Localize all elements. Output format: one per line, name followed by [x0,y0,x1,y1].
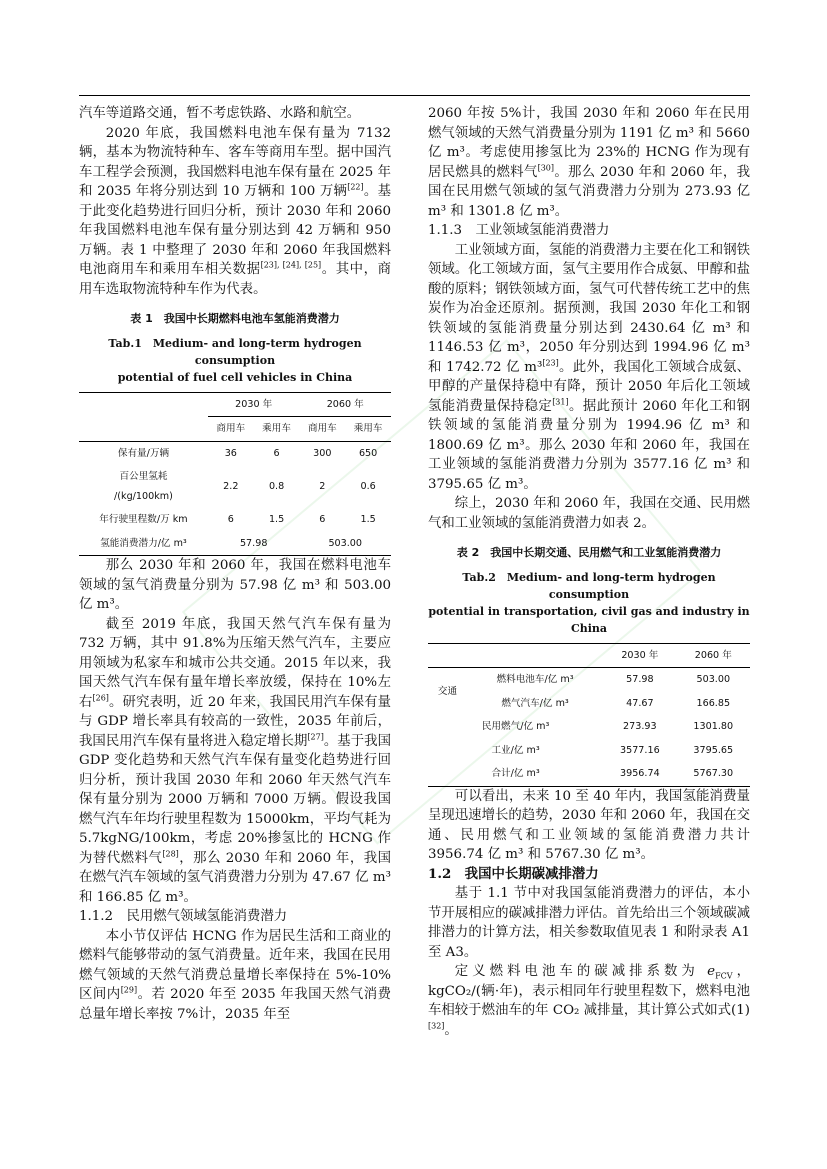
paragraph: 可以看出，未来 10 至 40 年内，我国氢能消费量呈现迅速增长的趋势，2030 年和 2060 年，我国在交通、民用燃气和工业领域的氢能消费潜力共计 3956.74 亿 m³ 和 5767.30 亿 m³。 [428,788,750,862]
table-row: 燃气汽车/亿 m³ 47.67 166.85 [501,697,731,709]
paragraph: 综上，2030 年和 2060 年，我国在交通、民用燃气和工业领域的氢能消费潜力如表 2。 [428,496,750,531]
table-header-row: 2030 年 2060 年 [428,643,750,668]
paragraph: 截至 2019 年底，我国天然气汽车保有量为 732 万辆，其中 91.8%为压缩天然气汽车，主要应用领域为私家车和城市公共交通。2015 年以来，我国天然气汽车保有量年增长率放缓，保持在 10%左右[26]。研究表明，近 20 年来，我国民用汽车保有量与 GDP 增长率具有较高的一致性，2035 年前后，我国民用汽车保有量将进入稳定增长期[27]。基于我国 GDP 变化趋势和天然气汽车保有量变化趋势进行回归分析，预计我国 2030 年和 2060 年天然气汽车保有量分别为 2000 万辆和 7000 万辆。假设我国燃气汽车年均行驶里程数为 15000km，平均气耗为 5.7kgNG/100km，考虑 20%掺氢比的 HCNG 作为替代燃料气[28]，那么 2030 年和 2060 年，我国在燃气汽车领域的氢气消费潜力分别为 47.67 亿 m³ 和 166.85 亿 m³。 [79,616,392,905]
citation[interactable]: [27] [307,732,324,742]
paragraph: 本小节仅评估 HCNG 作为居民生活和工商业的燃料气能够带动的氢气消费量。近年来，我国在民用燃气领域的天然气消费总量增长率保持在 5%-10%区间内[29]。若 2020 年至 2035 年我国天然气消费总量年增长率按 7%计，2035 年至 [79,928,392,1022]
citation[interactable]: [26] [92,693,109,703]
table-2 [428,643,750,787]
table-caption-cn: 表 2 我国中长期交通、民用燃气和工业氢能消费潜力 [456,546,722,559]
citation[interactable]: [23], [24], [25] [260,260,322,270]
citation[interactable]: [30] [537,163,555,173]
paragraph: 汽车等道路交通，暂不考虑铁路、水路和航空。 [79,106,361,121]
citation[interactable]: [28] [162,849,179,859]
section-heading: 1.2 我国中长期碳减排潜力 [428,865,599,882]
table-caption-en: Tab.2 Medium- and long-term hydrogen consumption potential in transportation, civil gas and industry in China [428,570,750,635]
table-row: 百公里氢耗 /(kg/100km) 2.2 0.8 2 0.6 [114,471,376,502]
header-rule [79,95,750,96]
table-caption-cn: 表 1 我国中长期燃料电池车氢能消费潜力 [130,312,340,325]
section-heading: 1.1.2 民用燃气领域氢能消费潜力 [79,909,288,924]
table-row: 年行驶里程数/万 km 6 1.5 6 1.5 [99,514,376,525]
citation[interactable]: [22] [347,182,364,192]
paragraph: 2020 年底，我国燃料电池车保有量为 7132 辆，基本为物流特种车、客车等商用车型。据中国汽车工程学会预测，我国燃料电池车保有量在 2025 年和 2035 年将分别达到 10 万辆和 100 万辆[22]。基于此变化趋势进行回归分析，预计 2030 年和 2060 年我国燃料电池车保有量分别达到 42 万辆和 950 万辆。表 1 中整理了 2030 年和 2060 年我国燃料电池商用车和乘用车相关数据[23], [24], [25]。其中，商用车选取物流特种车作为代表。 [79,125,392,297]
right-column [428,104,750,1040]
table-row: 氢能消费潜力/亿 m³ 57.98 503.00 [79,532,391,556]
citation[interactable]: [23] [542,358,559,368]
citation[interactable]: [31] [552,397,569,407]
paragraph: 定义燃料电池车的碳减排系数为 $e_{FCV}$，kgCO₂/(辆·年)，表示相同年行驶里程数下，燃料电池车相较于燃油车的年 CO₂ 减排量，其计算公式如式(1)[32]。 [428,964,750,1038]
table-1: 2030 年 2060 年 商用车 乘用车 商用车 乘用车 保有量/万辆 36 6 300 650 百公里氢耗 /(kg/100km) 2.2 0.8 2 0.6 年行驶里程数/万 km 6 1.5 6 1.5 氢能消费潜力/亿 m³ 57.98 503.00 [79,392,391,557]
table-row: 合计/亿 m³ 3956.74 5767.30 [428,762,750,786]
paragraph: 工业领域方面，氢能的消费潜力主要在化工和钢铁领域。化工领域方面，氢气主要用作合成氨、甲醇和盐酸的原料；钢铁领域方面，氢气可代替传统工艺中的焦炭作为冶金还原剂。据预测，我国 2030 年化工和钢铁领域的氢能消费量分别达到 2430.64 亿 m³ 和 1146.53 亿 m³，2050 年分别达到 1994.96 亿 m³ 和 1742.72 亿 m³[23]。此外，我国化工领域合成氨、甲醇的产量保持稳中有降，预计 2050 年后化工领域氢能消费量保持稳定[31]。据此预计 2060 年化工和钢铁领域的氢能消费量分别为 1994.96 亿 m³ 和 1800.69 亿 m³。那么 2030 年和 2060 年，我国在工业领域的氢能消费潜力分别为 3577.16 亿 m³ 和 3795.65 亿 m³。 [428,242,750,492]
paragraph: 那么 2030 年和 2060 年，我国在燃料电池车领域的氢气消费量分别为 57.98 亿 m³ 和 503.00 亿 m³。 [79,558,391,612]
table-caption-en: Tab.1 Medium- and long-term hydrogen consumption potential of fuel cell vehicles in China [108,336,362,384]
paragraph: 2060 年按 5%计，我国 2030 年和 2060 年在民用燃气领域的天然气消费量分别为 1191 亿 m³ 和 5660 亿 m³。考虑使用掺氢比为 23%的 HCNG 作为现有居民燃具的燃料气[30]。那么 2030 年和 2060 年，我国在民用燃气领域的氢气消费潜力分别为 273.93 亿 m³ 和 1301.8 亿 m³。 [428,106,751,219]
left-column [79,104,391,1024]
table-row: 交通 燃料电池车/亿 m³ 57.98 503.00 [437,674,731,697]
citation[interactable]: [29] [120,985,138,995]
table-header-row: 商用车 乘用车 商用车 乘用车 [79,417,391,442]
table-row: 民用燃气/亿 m³ 273.93 1301.80 [481,721,734,732]
citation[interactable]: [32] [428,1021,445,1031]
section-heading: 1.1.3 工业领域氢能消费潜力 [428,223,610,238]
table-row: 保有量/万辆 36 6 300 650 [117,447,378,459]
table-row: 工业/亿 m³ 3577.16 3795.65 [491,744,734,756]
paragraph: 基于 1.1 节中对我国氢能消费潜力的评估，本小节开展相应的碳减排潜力评估。首先给出三个领域碳减排潜力的计算方法，相关参数取值见表 1 和附录表 A1 至 A3。 [428,886,750,960]
